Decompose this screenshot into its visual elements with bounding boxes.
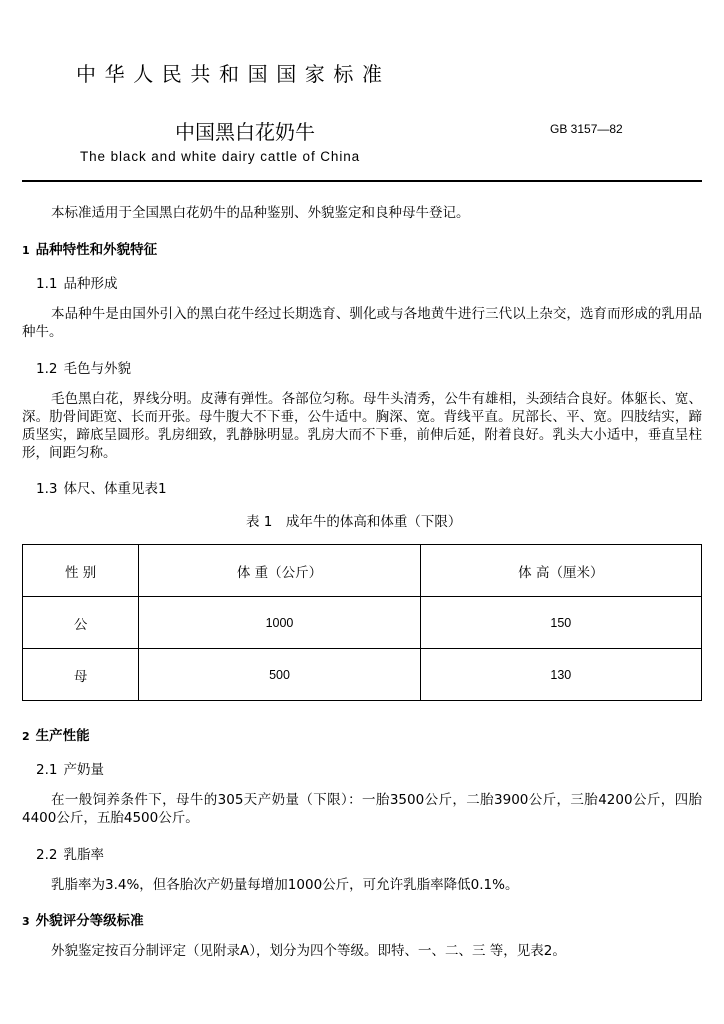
table-cell: 公: [23, 597, 139, 649]
section-2-2-paragraph: 乳脂率为3.4%，但各胎次产奶量每增加1000公斤，可允许乳脂率降低0.1%。: [51, 877, 519, 893]
section-3-heading: [22, 909, 144, 929]
table-row: [23, 649, 702, 701]
section-1-2-paragraph: 毛色黑白花，界线分明。皮薄有弹性。各部位匀称。母牛头清秀，公牛有雄相，头颈结合良好。体躯长、宽、深。肋骨间距宽、长而开张。母牛腹大不下垂，公牛适中。胸深、宽。背线平直。尻部长、平、宽。四肢结实，蹄质坚实，蹄底呈圆形。乳房细致，乳静脉明显。乳房大而不下垂，前伸后延，附着良好。乳头大小适中，垂直呈柱形，间距匀称。: [22, 391, 702, 461]
section-number: 2.1: [36, 762, 58, 778]
section-2-heading: [22, 724, 90, 744]
national-standard-heading: 中华人民共和国国家标准: [76, 62, 391, 86]
section-title: 毛色与外貌: [63, 361, 131, 377]
table-1: [22, 544, 702, 701]
section-3-paragraph: 外貌鉴定按百分制评定（见附录A），划分为四个等级。即特、一、二、三 等，见表2。: [51, 943, 566, 959]
table-header-cell: 体 高（厘米）: [420, 545, 701, 597]
section-2-1-heading: [36, 758, 104, 778]
section-title: 生产性能: [35, 728, 90, 744]
english-title: The black and white dairy cattle of China: [80, 149, 361, 164]
section-number: 2: [22, 730, 30, 743]
section-title: 乳脂率: [63, 847, 104, 863]
section-number: 1: [22, 244, 30, 257]
table-cell: 500: [139, 649, 420, 701]
section-title: 产奶量: [63, 762, 104, 778]
section-1-heading: [22, 238, 157, 258]
table-cell: 150: [420, 597, 701, 649]
header-rule: [22, 180, 702, 182]
section-1-1-paragraph: 本品种牛是由国外引入的黑白花牛经过长期选育、驯化或与各地黄牛进行三代以上杂交，选育而形成的乳用品种牛。: [22, 306, 702, 340]
section-title: 外貌评分等级标准: [35, 913, 144, 929]
intro-paragraph: 本标准适用于全国黑白花奶牛的品种鉴别、外貌鉴定和良种母牛登记。: [51, 205, 470, 221]
section-1-2-heading: [36, 357, 131, 377]
section-number: 2.2: [36, 847, 58, 863]
standard-number: GB 3157—82: [550, 122, 623, 136]
section-title: 品种形成: [63, 276, 118, 292]
section-2-2-heading: [36, 843, 104, 863]
section-1-1-heading: [36, 272, 117, 292]
table-header-cell: 体 重（公斤）: [139, 545, 420, 597]
table-1-caption: 表 1 成年牛的体高和体重（下限）: [246, 514, 462, 530]
table-cell: 130: [420, 649, 701, 701]
section-title: 品种特性和外貌特征: [35, 242, 158, 258]
section-2-1-paragraph: 在一般饲养条件下，母牛的305天产奶量（下限）：一胎3500公斤，二胎3900公斤，三胎4200公斤，四胎4400公斤，五胎4500公斤。: [22, 792, 702, 826]
table-row: [23, 597, 702, 649]
section-number: 1.2: [36, 361, 58, 377]
section-title: 体尺、体重见表1: [63, 481, 167, 497]
table-cell: 1000: [139, 597, 420, 649]
section-number: 3: [22, 915, 30, 928]
table-header-cell: 性 别: [23, 545, 139, 597]
document-title: 中国黑白花奶牛: [175, 120, 315, 144]
table-header-row: [23, 545, 702, 597]
table-cell: 母: [23, 649, 139, 701]
section-number: 1.3: [36, 481, 58, 497]
section-number: 1.1: [36, 276, 58, 292]
section-1-3-heading: [36, 477, 167, 497]
